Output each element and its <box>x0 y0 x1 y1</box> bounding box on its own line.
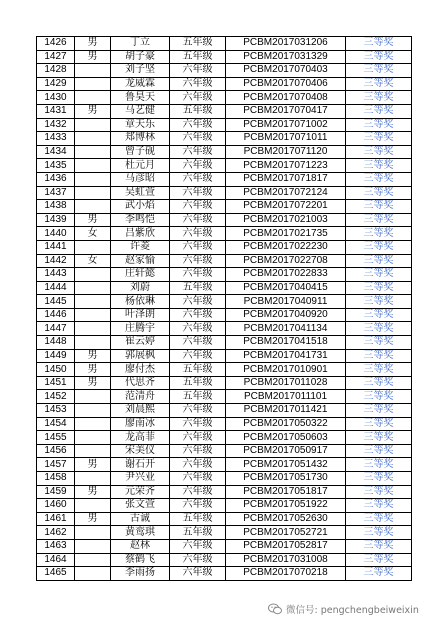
cell-sex <box>75 567 111 581</box>
cell-id: 1445 <box>37 295 75 309</box>
cell-sex <box>75 431 111 445</box>
cell-sex <box>75 404 111 418</box>
cell-award: 三等奖 <box>346 458 412 472</box>
cell-name: 刘蔚 <box>111 281 170 295</box>
cell-sex: 男 <box>75 50 111 64</box>
cell-code: PCBM2017021735 <box>226 227 346 241</box>
cell-award: 三等奖 <box>346 322 412 336</box>
cell-id: 1444 <box>37 281 75 295</box>
cell-code: PCBM2017010901 <box>226 363 346 377</box>
cell-award: 三等奖 <box>346 390 412 404</box>
cell-sex <box>75 322 111 336</box>
cell-award: 三等奖 <box>346 77 412 91</box>
table-row <box>37 281 412 295</box>
cell-grade: 六年级 <box>170 227 226 241</box>
cell-grade: 五年级 <box>170 50 226 64</box>
cell-code: PCBM2017071223 <box>226 159 346 173</box>
cell-award: 三等奖 <box>346 553 412 567</box>
cell-id: 1455 <box>37 431 75 445</box>
cell-id: 1440 <box>37 227 75 241</box>
cell-name: 叶泽朗 <box>111 308 170 322</box>
cell-sex <box>75 145 111 159</box>
table-row <box>37 132 412 146</box>
award-table-body <box>37 37 412 581</box>
cell-grade: 五年级 <box>170 104 226 118</box>
table-row <box>37 363 412 377</box>
cell-id: 1465 <box>37 567 75 581</box>
cell-name: 张文萱 <box>111 499 170 513</box>
cell-name: 蔡鹤飞 <box>111 553 170 567</box>
cell-award: 三等奖 <box>346 567 412 581</box>
cell-id: 1438 <box>37 200 75 214</box>
cell-award: 三等奖 <box>346 145 412 159</box>
cell-id: 1428 <box>37 64 75 78</box>
cell-name: 郑博林 <box>111 132 170 146</box>
table-row <box>37 104 412 118</box>
cell-code: PCBM2017011028 <box>226 376 346 390</box>
cell-grade: 六年级 <box>170 132 226 146</box>
cell-code: PCBM2017051922 <box>226 499 346 513</box>
cell-name: 杨依琳 <box>111 295 170 309</box>
cell-award: 三等奖 <box>346 159 412 173</box>
cell-code: PCBM2017052817 <box>226 539 346 553</box>
cell-award: 三等奖 <box>346 499 412 513</box>
cell-id: 1448 <box>37 336 75 350</box>
cell-code: PCBM2017031206 <box>226 37 346 51</box>
table-row <box>37 567 412 581</box>
table-row <box>37 240 412 254</box>
table-row <box>37 390 412 404</box>
cell-award: 三等奖 <box>346 172 412 186</box>
cell-name: 武小焰 <box>111 200 170 214</box>
cell-sex <box>75 499 111 513</box>
cell-award: 三等奖 <box>346 186 412 200</box>
cell-id: 1446 <box>37 308 75 322</box>
cell-id: 1434 <box>37 145 75 159</box>
cell-name: 吕紫欣 <box>111 227 170 241</box>
cell-name: 刘晨熙 <box>111 404 170 418</box>
cell-code: PCBM2017051817 <box>226 485 346 499</box>
cell-code: PCBM2017011421 <box>226 404 346 418</box>
cell-id: 1449 <box>37 349 75 363</box>
cell-award: 三等奖 <box>346 349 412 363</box>
cell-award: 三等奖 <box>346 512 412 526</box>
cell-sex <box>75 281 111 295</box>
table-row <box>37 472 412 486</box>
cell-code: PCBM2017040920 <box>226 308 346 322</box>
cell-code: PCBM2017070403 <box>226 64 346 78</box>
cell-name: 杜元月 <box>111 159 170 173</box>
table-row <box>37 526 412 540</box>
table-row <box>37 322 412 336</box>
table-row <box>37 77 412 91</box>
cell-grade: 六年级 <box>170 485 226 499</box>
cell-sex <box>75 390 111 404</box>
cell-award: 三等奖 <box>346 295 412 309</box>
cell-name: 代思齐 <box>111 376 170 390</box>
cell-award: 三等奖 <box>346 91 412 105</box>
cell-id: 1437 <box>37 186 75 200</box>
cell-grade: 六年级 <box>170 404 226 418</box>
cell-id: 1451 <box>37 376 75 390</box>
cell-grade: 六年级 <box>170 240 226 254</box>
cell-code: PCBM2017051730 <box>226 472 346 486</box>
cell-name: 崔云婷 <box>111 336 170 350</box>
table-row <box>37 268 412 282</box>
cell-sex <box>75 91 111 105</box>
cell-sex: 男 <box>75 458 111 472</box>
table-row <box>37 91 412 105</box>
table-row <box>37 172 412 186</box>
cell-award: 三等奖 <box>346 227 412 241</box>
cell-name: 曾子砚 <box>111 145 170 159</box>
cell-id: 1427 <box>37 50 75 64</box>
cell-name: 庄轩懿 <box>111 268 170 282</box>
cell-name: 廖付杰 <box>111 363 170 377</box>
cell-sex <box>75 200 111 214</box>
cell-code: PCBM2017031329 <box>226 50 346 64</box>
cell-id: 1452 <box>37 390 75 404</box>
cell-grade: 六年级 <box>170 553 226 567</box>
cell-grade: 六年级 <box>170 213 226 227</box>
cell-id: 1462 <box>37 526 75 540</box>
cell-sex <box>75 132 111 146</box>
cell-id: 1430 <box>37 91 75 105</box>
cell-grade: 五年级 <box>170 512 226 526</box>
cell-grade: 六年级 <box>170 295 226 309</box>
table-row <box>37 295 412 309</box>
cell-sex <box>75 77 111 91</box>
cell-award: 三等奖 <box>346 268 412 282</box>
cell-code: PCBM2017072124 <box>226 186 346 200</box>
cell-code: PCBM2017041518 <box>226 336 346 350</box>
cell-name: 李鸣恺 <box>111 213 170 227</box>
table-row <box>37 50 412 64</box>
cell-code: PCBM2017011101 <box>226 390 346 404</box>
table-row <box>37 186 412 200</box>
cell-award: 三等奖 <box>346 404 412 418</box>
cell-grade: 六年级 <box>170 431 226 445</box>
cell-name: 廖南冰 <box>111 417 170 431</box>
cell-code: PCBM2017022833 <box>226 268 346 282</box>
cell-grade: 六年级 <box>170 254 226 268</box>
cell-sex <box>75 308 111 322</box>
cell-id: 1426 <box>37 37 75 51</box>
cell-code: PCBM2017022230 <box>226 240 346 254</box>
cell-code: PCBM2017071817 <box>226 172 346 186</box>
cell-id: 1463 <box>37 539 75 553</box>
cell-code: PCBM2017031008 <box>226 553 346 567</box>
cell-id: 1435 <box>37 159 75 173</box>
cell-sex <box>75 444 111 458</box>
cell-name: 马彦昭 <box>111 172 170 186</box>
cell-sex <box>75 240 111 254</box>
cell-sex: 男 <box>75 485 111 499</box>
table-row <box>37 227 412 241</box>
cell-name: 黄鸾琪 <box>111 526 170 540</box>
cell-code: PCBM2017040911 <box>226 295 346 309</box>
cell-id: 1432 <box>37 118 75 132</box>
cell-award: 三等奖 <box>346 281 412 295</box>
table-row <box>37 444 412 458</box>
cell-name: 庄腾宇 <box>111 322 170 336</box>
cell-name: 尹兴业 <box>111 472 170 486</box>
cell-grade: 六年级 <box>170 91 226 105</box>
cell-grade: 六年级 <box>170 322 226 336</box>
cell-code: PCBM2017071002 <box>226 118 346 132</box>
cell-code: PCBM2017050917 <box>226 444 346 458</box>
cell-id: 1456 <box>37 444 75 458</box>
table-row <box>37 404 412 418</box>
cell-code: PCBM2017050603 <box>226 431 346 445</box>
cell-sex <box>75 417 111 431</box>
watermark <box>268 600 419 618</box>
watermark-text: 微信号: pengchengbeiweixin <box>286 605 419 616</box>
cell-name: 赵家愉 <box>111 254 170 268</box>
cell-id: 1442 <box>37 254 75 268</box>
table-row <box>37 485 412 499</box>
cell-sex: 男 <box>75 104 111 118</box>
cell-id: 1439 <box>37 213 75 227</box>
cell-award: 三等奖 <box>346 336 412 350</box>
cell-name: 谢石开 <box>111 458 170 472</box>
table-row <box>37 118 412 132</box>
cell-sex <box>75 295 111 309</box>
cell-code: PCBM2017070408 <box>226 91 346 105</box>
table-row <box>37 336 412 350</box>
cell-award: 三等奖 <box>346 539 412 553</box>
cell-code: PCBM2017041134 <box>226 322 346 336</box>
cell-sex <box>75 172 111 186</box>
cell-sex <box>75 526 111 540</box>
cell-grade: 六年级 <box>170 539 226 553</box>
cell-award: 三等奖 <box>346 213 412 227</box>
cell-name: 宋美仪 <box>111 444 170 458</box>
cell-grade: 五年级 <box>170 390 226 404</box>
cell-award: 三等奖 <box>346 118 412 132</box>
cell-code: PCBM2017041731 <box>226 349 346 363</box>
cell-code: PCBM2017051432 <box>226 458 346 472</box>
cell-grade: 六年级 <box>170 417 226 431</box>
table-row <box>37 145 412 159</box>
cell-name: 赵林 <box>111 539 170 553</box>
cell-award: 三等奖 <box>346 308 412 322</box>
cell-id: 1459 <box>37 485 75 499</box>
cell-code: PCBM2017052721 <box>226 526 346 540</box>
cell-name: 郭展枫 <box>111 349 170 363</box>
cell-id: 1433 <box>37 132 75 146</box>
cell-code: PCBM2017050322 <box>226 417 346 431</box>
cell-id: 1443 <box>37 268 75 282</box>
cell-name: 刘子坚 <box>111 64 170 78</box>
cell-award: 三等奖 <box>346 526 412 540</box>
cell-award: 三等奖 <box>346 240 412 254</box>
cell-sex: 男 <box>75 213 111 227</box>
cell-grade: 六年级 <box>170 77 226 91</box>
cell-sex: 男 <box>75 512 111 526</box>
cell-id: 1431 <box>37 104 75 118</box>
cell-sex: 男 <box>75 376 111 390</box>
cell-code: PCBM2017022708 <box>226 254 346 268</box>
cell-sex <box>75 539 111 553</box>
cell-award: 三等奖 <box>346 444 412 458</box>
cell-grade: 六年级 <box>170 118 226 132</box>
cell-award: 三等奖 <box>346 472 412 486</box>
table-row <box>37 349 412 363</box>
cell-sex <box>75 159 111 173</box>
cell-code: PCBM2017021003 <box>226 213 346 227</box>
cell-id: 1429 <box>37 77 75 91</box>
cell-sex <box>75 472 111 486</box>
cell-name: 古诚 <box>111 512 170 526</box>
cell-grade: 六年级 <box>170 349 226 363</box>
cell-award: 三等奖 <box>346 104 412 118</box>
wechat-icon <box>268 603 282 615</box>
cell-grade: 六年级 <box>170 458 226 472</box>
cell-sex: 女 <box>75 254 111 268</box>
table-row <box>37 458 412 472</box>
cell-grade: 五年级 <box>170 376 226 390</box>
cell-grade: 五年级 <box>170 526 226 540</box>
cell-name: 元荣齐 <box>111 485 170 499</box>
cell-sex <box>75 553 111 567</box>
cell-grade: 六年级 <box>170 268 226 282</box>
cell-award: 三等奖 <box>346 64 412 78</box>
cell-id: 1461 <box>37 512 75 526</box>
cell-code: PCBM2017071120 <box>226 145 346 159</box>
cell-code: PCBM2017070406 <box>226 77 346 91</box>
cell-code: PCBM2017070218 <box>226 567 346 581</box>
cell-name: 鲁昊天 <box>111 91 170 105</box>
cell-name: 章天乐 <box>111 118 170 132</box>
cell-sex <box>75 268 111 282</box>
cell-grade: 六年级 <box>170 567 226 581</box>
cell-grade: 五年级 <box>170 37 226 51</box>
cell-sex: 女 <box>75 227 111 241</box>
cell-award: 三等奖 <box>346 363 412 377</box>
cell-sex <box>75 186 111 200</box>
cell-code: PCBM2017070417 <box>226 104 346 118</box>
cell-id: 1454 <box>37 417 75 431</box>
table-row <box>37 431 412 445</box>
cell-id: 1450 <box>37 363 75 377</box>
table-row <box>37 512 412 526</box>
cell-id: 1447 <box>37 322 75 336</box>
cell-award: 三等奖 <box>346 132 412 146</box>
award-table <box>36 36 412 581</box>
cell-grade: 六年级 <box>170 308 226 322</box>
cell-grade: 六年级 <box>170 172 226 186</box>
cell-name: 许菱 <box>111 240 170 254</box>
cell-award: 三等奖 <box>346 50 412 64</box>
cell-code: PCBM2017071011 <box>226 132 346 146</box>
cell-grade: 六年级 <box>170 159 226 173</box>
cell-id: 1464 <box>37 553 75 567</box>
cell-id: 1460 <box>37 499 75 513</box>
cell-grade: 六年级 <box>170 499 226 513</box>
cell-grade: 六年级 <box>170 186 226 200</box>
table-row <box>37 200 412 214</box>
cell-name: 丁立 <box>111 37 170 51</box>
cell-sex <box>75 64 111 78</box>
cell-sex: 男 <box>75 363 111 377</box>
cell-code: PCBM2017052630 <box>226 512 346 526</box>
table-row <box>37 37 412 51</box>
cell-grade: 六年级 <box>170 472 226 486</box>
cell-name: 马艺健 <box>111 104 170 118</box>
cell-id: 1441 <box>37 240 75 254</box>
table-row <box>37 64 412 78</box>
cell-award: 三等奖 <box>346 417 412 431</box>
cell-sex: 男 <box>75 37 111 51</box>
cell-award: 三等奖 <box>346 37 412 51</box>
table-row <box>37 539 412 553</box>
cell-name: 范清舟 <box>111 390 170 404</box>
table-row <box>37 499 412 513</box>
cell-grade: 五年级 <box>170 281 226 295</box>
cell-code: PCBM2017040415 <box>226 281 346 295</box>
cell-grade: 六年级 <box>170 200 226 214</box>
table-row <box>37 213 412 227</box>
table-row <box>37 308 412 322</box>
cell-grade: 六年级 <box>170 336 226 350</box>
cell-award: 三等奖 <box>346 376 412 390</box>
cell-sex <box>75 336 111 350</box>
cell-name: 龙威霖 <box>111 77 170 91</box>
table-row <box>37 159 412 173</box>
table-row <box>37 553 412 567</box>
cell-name: 李雨扬 <box>111 567 170 581</box>
cell-id: 1457 <box>37 458 75 472</box>
cell-sex <box>75 118 111 132</box>
cell-grade: 六年级 <box>170 64 226 78</box>
cell-award: 三等奖 <box>346 431 412 445</box>
table-row <box>37 376 412 390</box>
table-row <box>37 254 412 268</box>
cell-code: PCBM2017072201 <box>226 200 346 214</box>
table-row <box>37 417 412 431</box>
cell-grade: 五年级 <box>170 363 226 377</box>
cell-name: 龙高菲 <box>111 431 170 445</box>
cell-name: 吴虹萱 <box>111 186 170 200</box>
cell-id: 1436 <box>37 172 75 186</box>
cell-award: 三等奖 <box>346 485 412 499</box>
cell-sex: 男 <box>75 349 111 363</box>
cell-award: 三等奖 <box>346 254 412 268</box>
cell-grade: 六年级 <box>170 444 226 458</box>
cell-id: 1453 <box>37 404 75 418</box>
cell-grade: 六年级 <box>170 145 226 159</box>
cell-name: 胡子豪 <box>111 50 170 64</box>
cell-award: 三等奖 <box>346 200 412 214</box>
cell-id: 1458 <box>37 472 75 486</box>
